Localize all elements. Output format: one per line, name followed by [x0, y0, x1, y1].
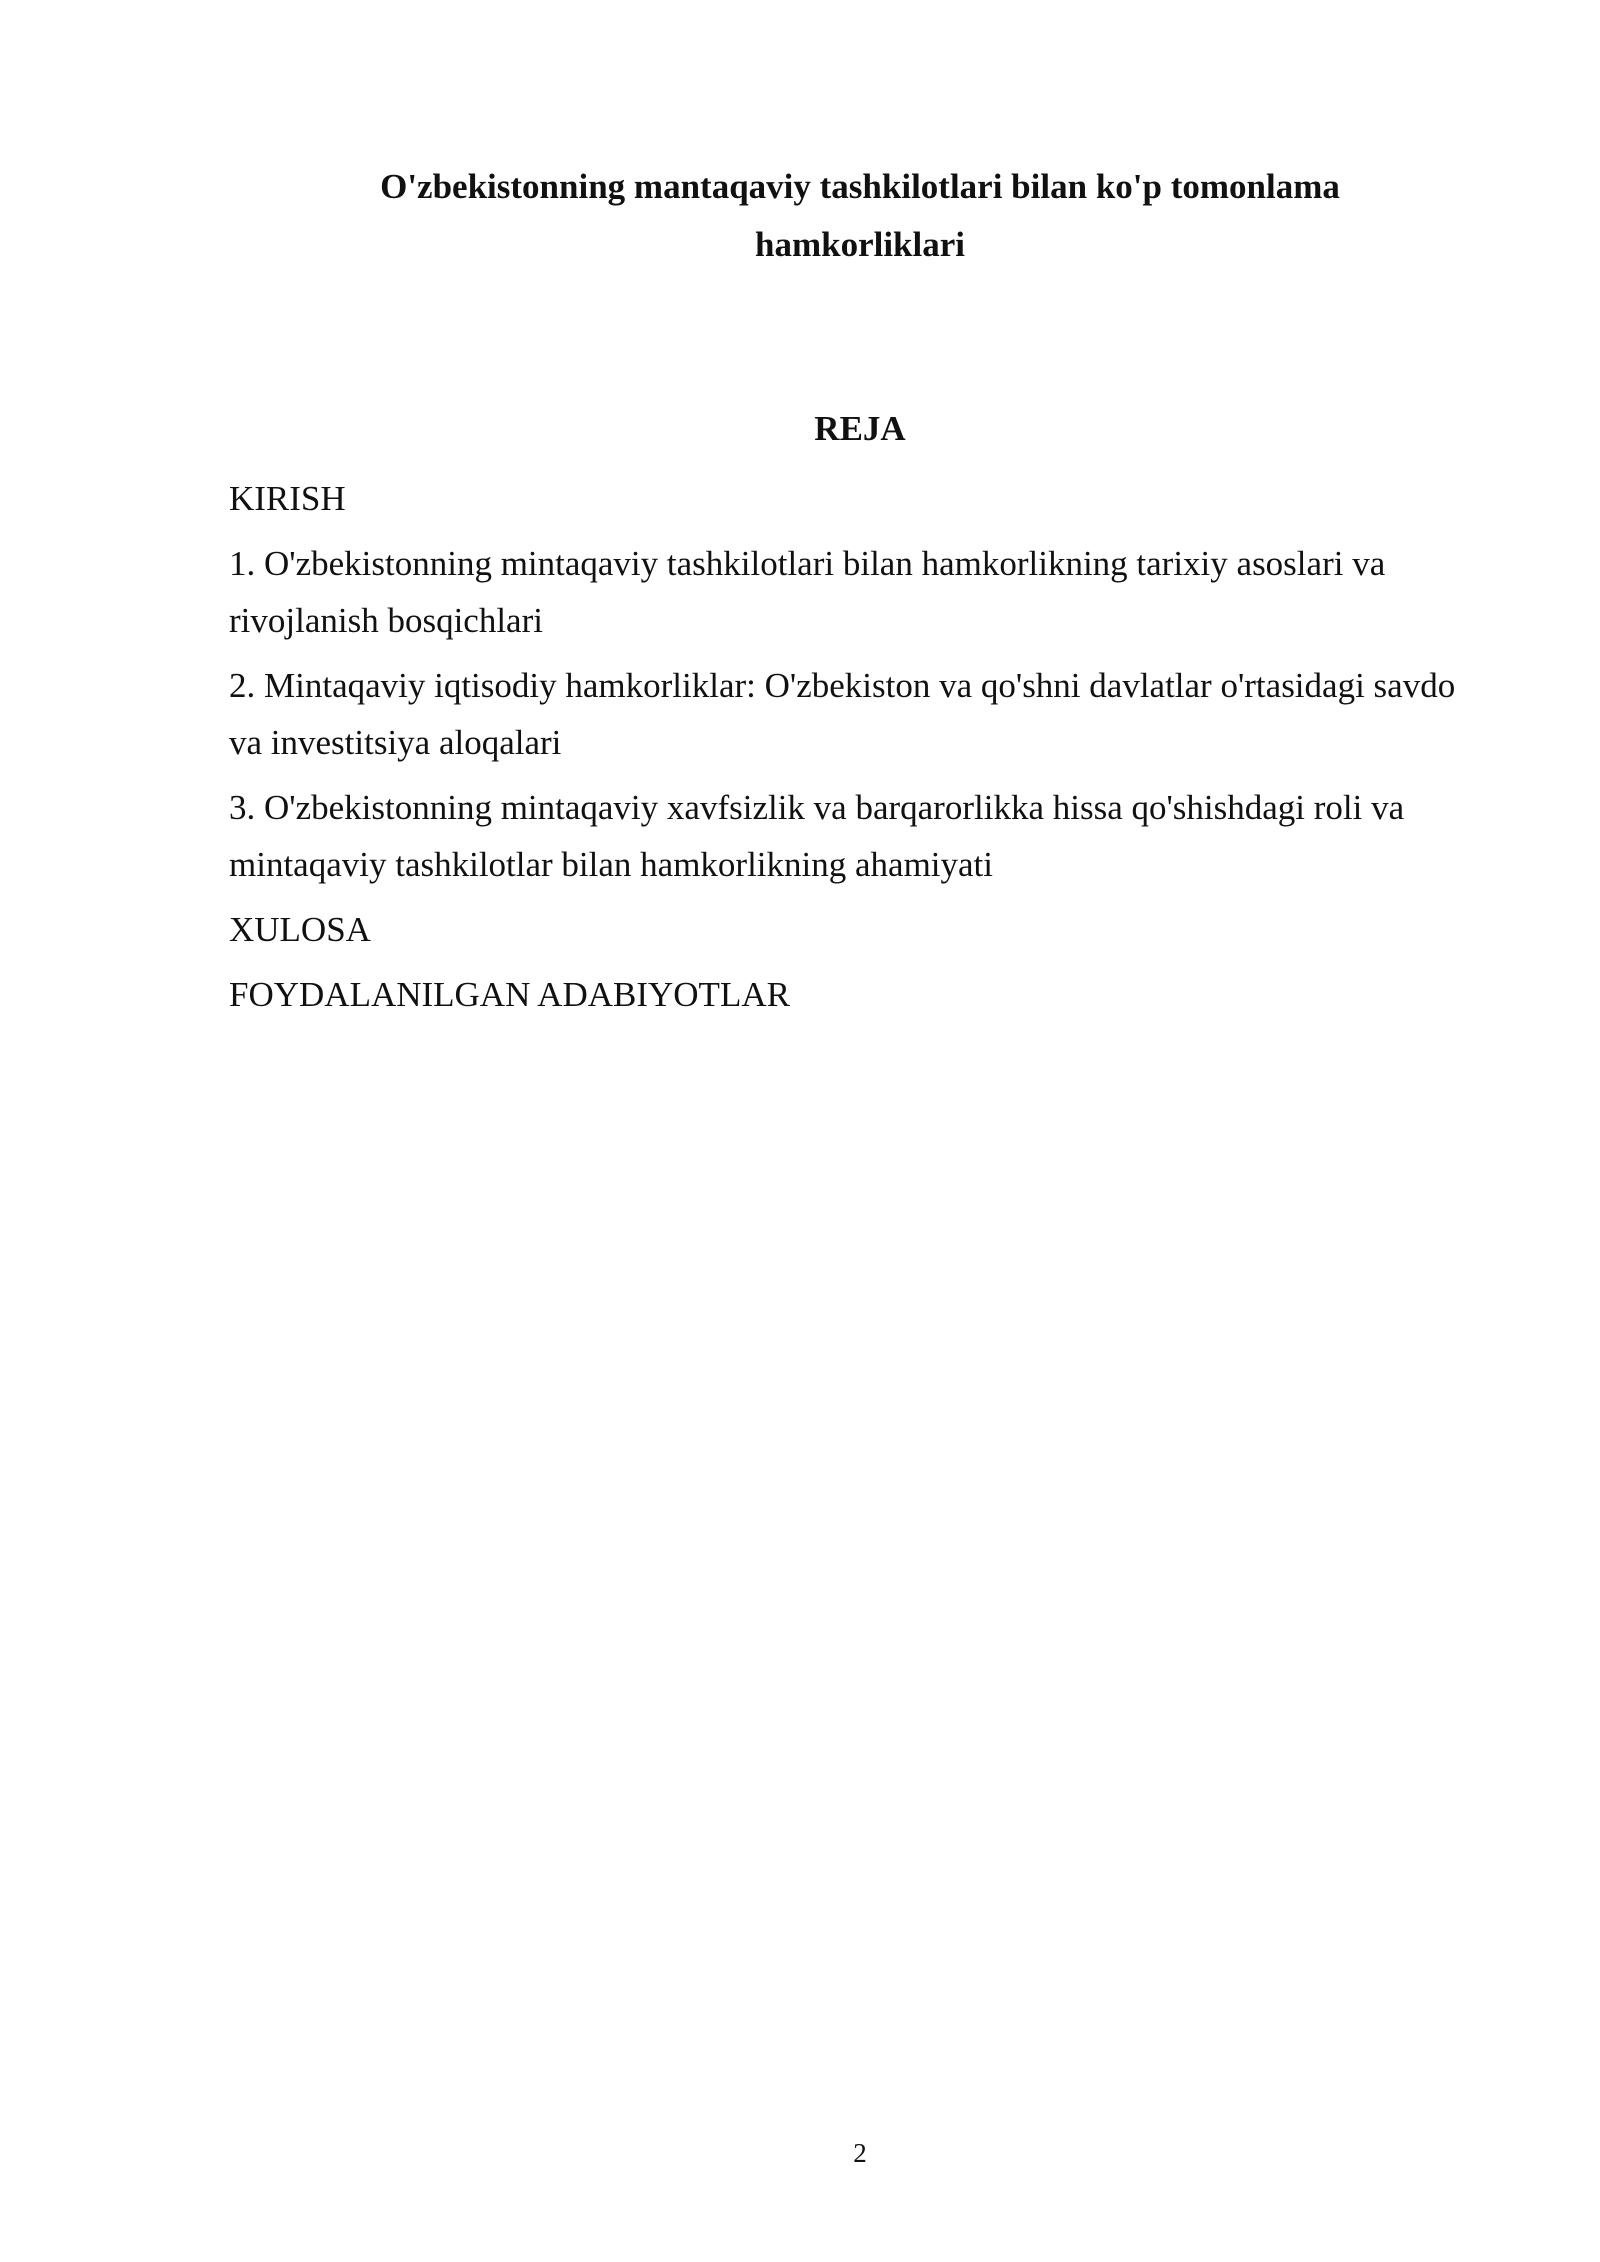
page-number: 2 [853, 2138, 867, 2168]
plan-item-chapter-3: 3. O'zbekistonning mintaqaviy xavfsizlik va barqarorlikka hissa qo'shishdagi roli va mintaqaviy tashkilotlar bilan hamkorlikning ahamiyati [229, 788, 1405, 884]
document-title-line-2: hamkorliklari [754, 225, 966, 264]
plan-list [229, 470, 1479, 1031]
document-title [300, 158, 1420, 274]
plan-heading: REJA [814, 409, 906, 448]
plan-item-introduction: KIRISH [229, 479, 346, 518]
plan-item-chapter-2: 2. Mintaqaviy iqtisodiy hamkorliklar: O'zbekiston va qo'shni davlatlar o'rtasidagi savdo va investitsiya aloqalari [229, 666, 1456, 762]
document-title-line-1: O'zbekistonning mantaqaviy tashkilotlari bilan ko'p tomonlama [380, 167, 1340, 206]
plan-item-references: FOYDALANILGAN ADABIYOTLAR [229, 975, 790, 1014]
plan-item-chapter-1: 1. O'zbekistonning mintaqaviy tashkilotlari bilan hamkorlikning tarixiy asoslari va rivojlanish bosqichlari [229, 544, 1386, 640]
plan-item-conclusion: XULOSA [229, 910, 371, 949]
